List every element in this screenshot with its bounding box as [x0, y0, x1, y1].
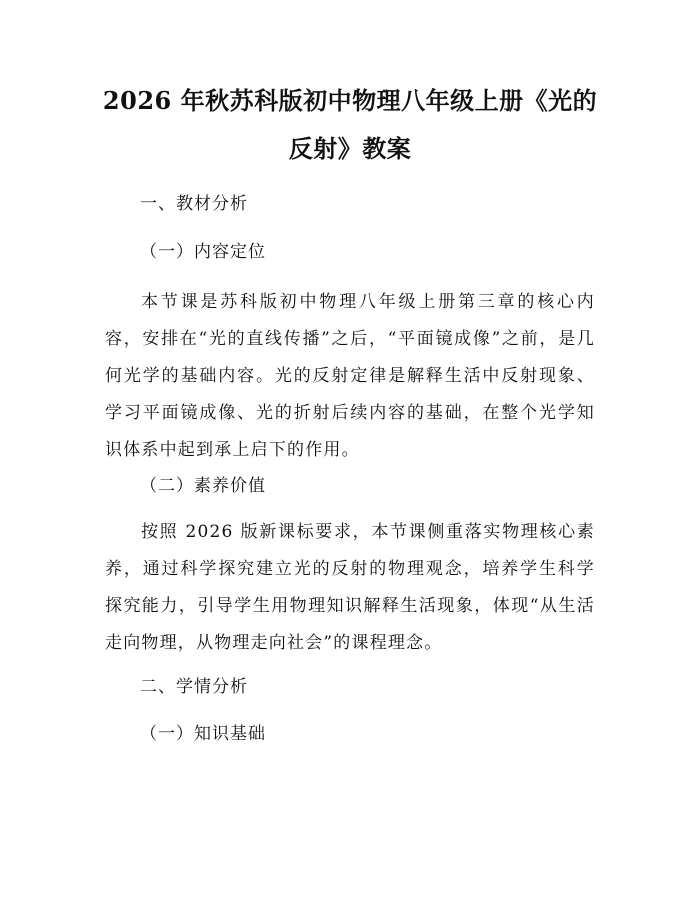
- paragraph-literacy-value: 按照 2026 版新课标要求，本节课侧重落实物理核心素养，通过科学探究建立光的反射的物理观念，培养学生科学探究能力，引导学生用物理知识解释生活现象，体现“从生活走向物理，从物理走向社会”的课程理念。: [105, 522, 595, 653]
- document-title-line-2: 反射》教案: [288, 134, 412, 163]
- section-heading-materials-analysis: 一、教材分析: [140, 194, 248, 214]
- section-heading-learner-analysis: 二、学情分析: [140, 677, 248, 697]
- subsection-heading-content-positioning: （一）内容定位: [140, 242, 266, 262]
- subsection-heading-literacy-value: （二）素养价值: [140, 476, 266, 496]
- document-title-line-1: 2026 年秋苏科版初中物理八年级上册《光的: [102, 86, 598, 115]
- subsection-heading-knowledge-base: （一）知识基础: [140, 724, 266, 744]
- paragraph-content-positioning: 本节课是苏科版初中物理八年级上册第三章的核心内容，安排在“光的直线传播”之后，“平面镜成像”之前，是几何光学的基础内容。光的反射定律是解释生活中反射现象、学习平面镜成像、光的折射后续内容的基础，在整个光学知识体系中起到承上启下的作用。: [105, 292, 595, 460]
